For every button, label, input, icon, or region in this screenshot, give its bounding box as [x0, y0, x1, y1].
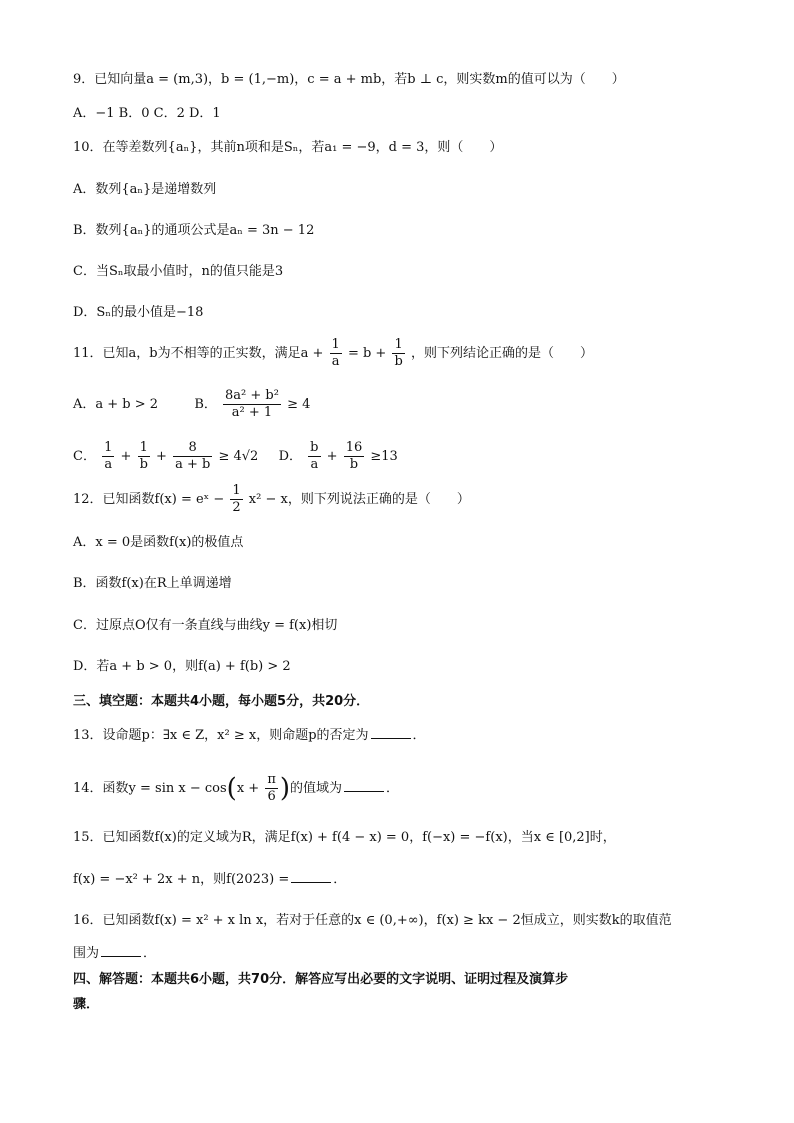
answer-blank — [291, 870, 331, 883]
q12-stem-fraction — [230, 483, 242, 516]
fraction-denominator: b — [349, 457, 359, 472]
q14 — [73, 772, 399, 805]
q10-option-a: A．数列{aₙ}是递增数列 — [73, 182, 217, 197]
q12-stem — [73, 483, 470, 516]
fraction-denominator: 2 — [232, 500, 241, 515]
q11-stem-mid: = b + — [347, 346, 387, 361]
plus-sign: + — [156, 449, 167, 464]
fraction-denominator: b — [139, 457, 148, 472]
q11-option-a: A．a + b > 2 — [73, 397, 159, 412]
fraction-numerator: 1 — [392, 337, 404, 354]
q15-line-2 — [73, 870, 346, 890]
q12-option-a: A．x = 0是函数f(x)的极值点 — [73, 535, 244, 550]
q11-option-d-label: D． — [278, 449, 303, 464]
fraction-numerator: b — [310, 440, 319, 455]
q15-end: ． — [333, 872, 347, 887]
plus-sign: + — [120, 449, 132, 464]
q11-option-b-post: ≥ 4 — [287, 397, 311, 412]
fraction-numerator: 1 — [232, 483, 241, 498]
left-paren: ( — [226, 773, 237, 804]
q12-stem-pre: 12．已知函数f(x) = eˣ − — [73, 492, 225, 507]
q13-end: ． — [412, 728, 426, 743]
q11-options-ab — [73, 388, 310, 421]
q11-stem-post: ，则下列结论正确的是（ ） — [410, 346, 593, 361]
fraction-numerator: 1 — [104, 440, 113, 455]
answer-blank — [371, 726, 411, 739]
section-4-heading-line-2: 骤． — [73, 997, 100, 1012]
fraction-denominator: 6 — [267, 789, 276, 804]
q14-post: 的值域为 — [290, 781, 343, 796]
q11-stem-fraction-1 — [330, 337, 342, 370]
q16-line-1: 16．已知函数f(x) = x² + x ln x，若对于任意的x ∈ (0,+∞)，f(x) ≥ kx − 2恒成立，则实数k的取值范 — [73, 913, 672, 928]
fraction-numerator: 8a² + b² — [225, 388, 279, 403]
fraction-numerator: π — [267, 772, 276, 787]
q12-option-d: D．若a + b > 0，则f(a) + f(b) > 2 — [73, 659, 291, 674]
q15-line-2-text: f(x) = −x² + 2x + n，则f(2023) = — [73, 872, 290, 887]
q14-fraction — [265, 772, 278, 805]
q16-line-2 — [73, 944, 156, 964]
q9-options: A．−1 B．0 C．2 D．1 — [73, 106, 221, 121]
q10-option-c: C．当Sₙ取最小值时，n的值只能是3 — [73, 264, 284, 279]
q11-option-c-fraction-1 — [102, 440, 114, 473]
q10-option-d: D．Sₙ的最小值是−18 — [73, 305, 204, 320]
q12-stem-post: x² − x，则下列说法正确的是（ ） — [248, 492, 470, 507]
q13-text: 13．设命题p：∃x ∈ Z，x² ≥ x，则命题p的否定为 — [73, 728, 369, 743]
answer-blank — [344, 779, 384, 792]
q11-option-d-fraction-1 — [308, 440, 320, 473]
q11-stem-pre: 11．已知a，b为不相等的正实数，满足a + — [73, 346, 324, 361]
fraction-numerator: 16 — [345, 440, 363, 455]
q14-end: ． — [386, 781, 400, 796]
fraction-numerator: 1 — [138, 440, 150, 457]
q11-stem — [73, 337, 593, 370]
q14-text: 14．函数y = sin x − cos — [73, 781, 227, 796]
q16-line-2-text: 围为 — [73, 946, 100, 961]
fraction-denominator: a² + 1 — [231, 405, 273, 420]
q9-stem: 9．已知向量a = (m,3)，b = (1,−m)，c = a + mb，若b ⊥ c，则实数m的值可以为（ ） — [73, 72, 625, 87]
q11-option-b-label: B． — [194, 397, 217, 412]
fraction-denominator: a + b — [175, 457, 211, 472]
q11-option-c-fraction-2 — [138, 440, 150, 473]
plus-sign: + — [326, 449, 338, 464]
section-3-heading: 三、填空题：本题共4小题，每小题5分，共20分． — [73, 694, 370, 709]
q10-option-b: B．数列{aₙ}的通项公式是aₙ = 3n − 12 — [73, 223, 315, 238]
q12-option-c: C．过原点O仅有一条直线与曲线y = f(x)相切 — [73, 618, 338, 633]
fraction-numerator: 1 — [331, 337, 340, 352]
q11-option-c-label: C． — [73, 449, 96, 464]
q16-end: ． — [143, 946, 157, 961]
q11-option-c-post: ≥ 4√2 — [218, 449, 259, 464]
fraction-denominator: a — [310, 457, 319, 472]
fraction-denominator: b — [394, 354, 403, 369]
section-4-heading-line-1: 四、解答题：本题共6小题，共70分．解答应写出必要的文字说明、证明过程及演算步 — [73, 972, 569, 987]
fraction-numerator: 8 — [173, 440, 212, 457]
q11-stem-fraction-2 — [392, 337, 404, 370]
q11-options-cd — [73, 440, 398, 473]
right-paren: ) — [279, 773, 291, 804]
q14-paren-text: x + — [236, 781, 260, 796]
q13 — [73, 726, 426, 746]
q11-option-d-fraction-2 — [344, 440, 365, 473]
q10-stem: 10．在等差数列{aₙ}，其前n项和是Sₙ，若a₁ = −9，d = 3，则（ ） — [73, 140, 503, 155]
q11-option-b-fraction — [223, 388, 281, 421]
q12-option-b: B．函数f(x)在R上单调递增 — [73, 576, 232, 591]
fraction-denominator: a — [331, 354, 340, 369]
q11-option-c-fraction-3 — [173, 440, 212, 473]
fraction-denominator: a — [104, 457, 113, 472]
answer-blank — [101, 944, 141, 957]
q11-option-d-post: ≥13 — [370, 449, 398, 464]
q15-line-1: 15．已知函数f(x)的定义域为R，满足f(x) + f(4 − x) = 0，f(−x) = −f(x)，当x ∈ [0,2]时， — [73, 830, 616, 845]
